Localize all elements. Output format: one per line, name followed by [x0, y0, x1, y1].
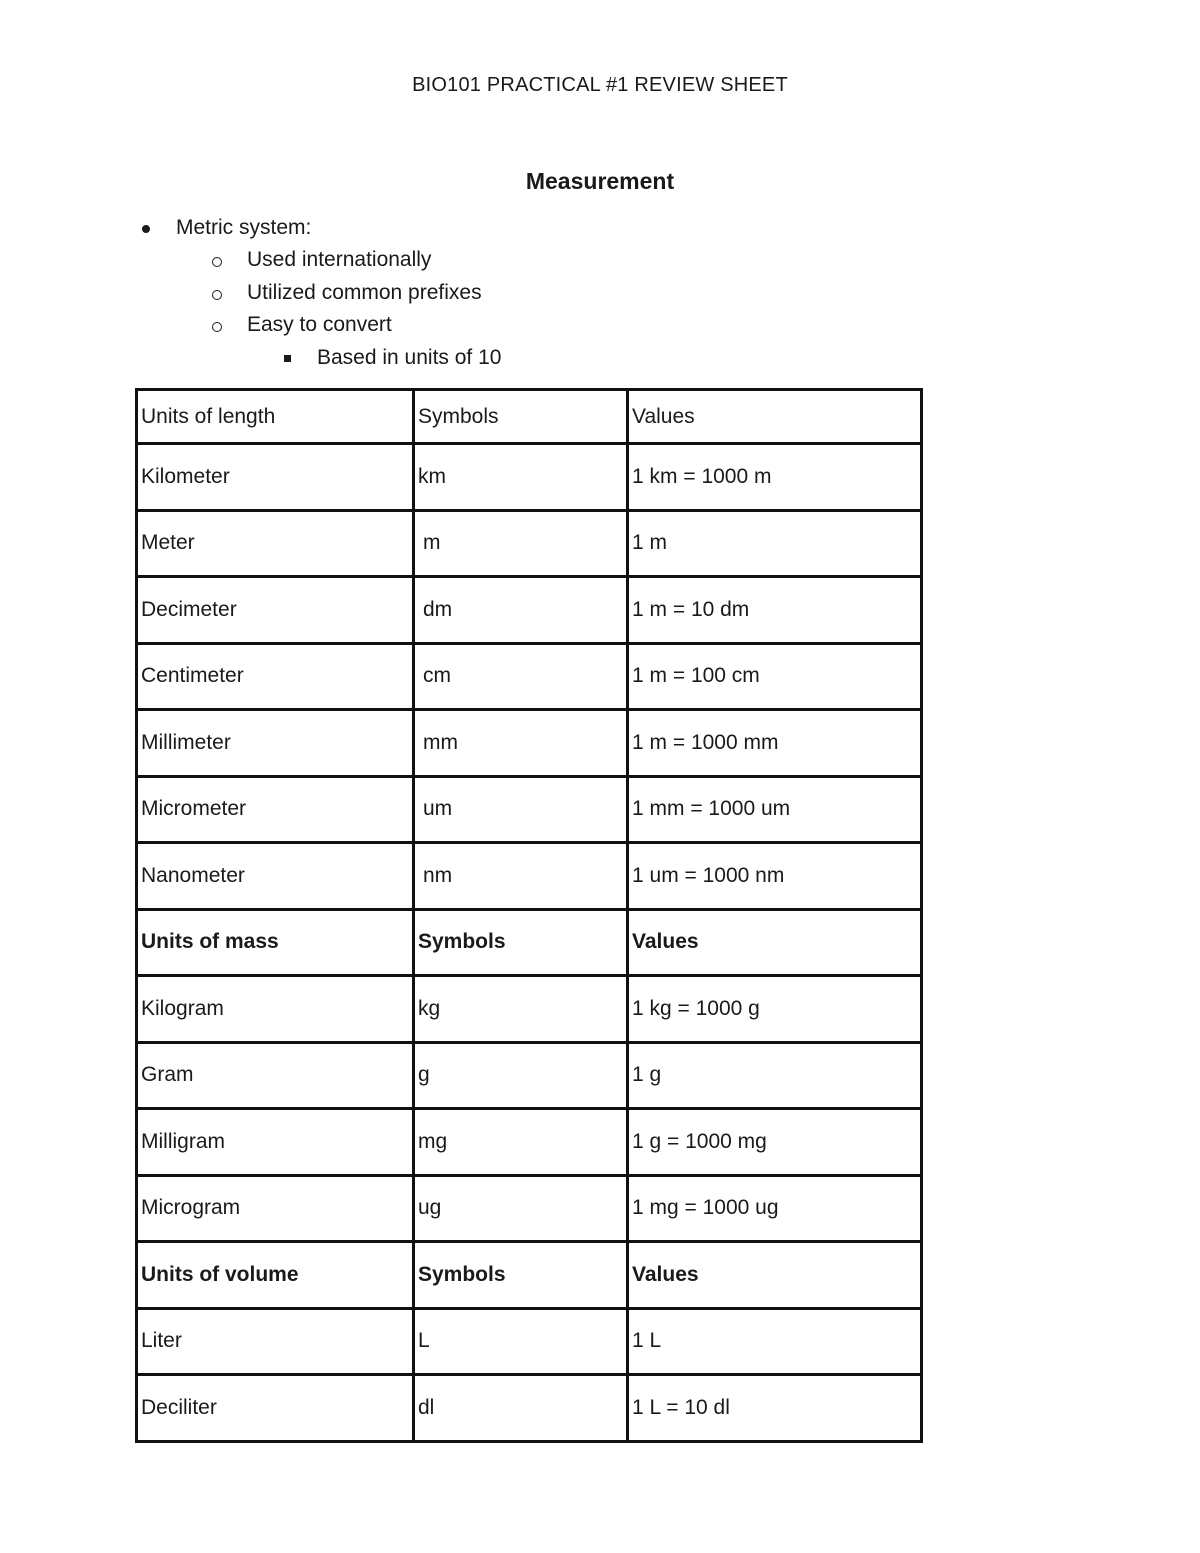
unit-cell: Millimeter	[137, 710, 414, 777]
unit-cell: Decimeter	[137, 577, 414, 644]
unit-cell: Units of volume	[137, 1242, 414, 1309]
table-row	[137, 577, 922, 644]
table-row	[137, 1175, 922, 1242]
symbol-cell: Symbols	[414, 390, 628, 444]
table-row	[137, 1308, 922, 1375]
value-cell: 1 m = 100 cm	[628, 643, 922, 710]
units-table	[135, 388, 923, 1443]
unit-cell: Liter	[137, 1308, 414, 1375]
square-bullet-icon	[284, 355, 291, 362]
value-cell: Values	[628, 909, 922, 976]
bullet-easy-convert	[247, 313, 392, 337]
table-row	[137, 444, 922, 511]
unit-cell: Centimeter	[137, 643, 414, 710]
hollow-bullet-icon	[212, 257, 222, 267]
hollow-bullet-icon	[212, 322, 222, 332]
bullet-text: Utilized common prefixes	[247, 281, 482, 304]
value-cell: Values	[628, 390, 922, 444]
unit-cell: Micrometer	[137, 776, 414, 843]
value-cell: 1 m	[628, 510, 922, 577]
symbol-cell: nm	[414, 843, 628, 910]
symbol-cell: cm	[414, 643, 628, 710]
symbol-cell: g	[414, 1042, 628, 1109]
value-cell: Values	[628, 1242, 922, 1309]
value-cell: 1 um = 1000 nm	[628, 843, 922, 910]
unit-cell: Meter	[137, 510, 414, 577]
value-cell: 1 g	[628, 1042, 922, 1109]
table-row	[137, 710, 922, 777]
unit-cell: Kilometer	[137, 444, 414, 511]
value-cell: 1 km = 1000 m	[628, 444, 922, 511]
unit-cell: Deciliter	[137, 1375, 414, 1442]
table-row	[137, 1242, 922, 1309]
symbol-cell: dl	[414, 1375, 628, 1442]
value-cell: 1 mm = 1000 um	[628, 776, 922, 843]
table-row	[137, 776, 922, 843]
filled-bullet-icon	[142, 225, 150, 233]
hollow-bullet-icon	[212, 290, 222, 300]
symbol-cell: dm	[414, 577, 628, 644]
unit-cell: Gram	[137, 1042, 414, 1109]
bullet-used-internationally	[247, 248, 431, 272]
value-cell: 1 mg = 1000 ug	[628, 1175, 922, 1242]
table-row	[137, 643, 922, 710]
symbol-cell: mm	[414, 710, 628, 777]
symbol-cell: Symbols	[414, 1242, 628, 1309]
bullet-text: Easy to convert	[247, 313, 392, 336]
symbol-cell: km	[414, 444, 628, 511]
section-title: Measurement	[525, 168, 675, 194]
symbol-cell: kg	[414, 976, 628, 1043]
table-row	[137, 390, 922, 444]
unit-cell: Microgram	[137, 1175, 414, 1242]
table-row	[137, 976, 922, 1043]
table-row	[137, 510, 922, 577]
unit-cell: Units of length	[137, 390, 414, 444]
value-cell: 1 g = 1000 mg	[628, 1109, 922, 1176]
units-table-body	[137, 390, 922, 1442]
bullet-text: Based in units of 10	[317, 346, 502, 369]
bullet-common-prefixes	[247, 281, 482, 305]
table-row	[137, 1375, 922, 1442]
unit-cell: Nanometer	[137, 843, 414, 910]
symbol-cell: m	[414, 510, 628, 577]
value-cell: 1 m = 10 dm	[628, 577, 922, 644]
bullet-text: Used internationally	[247, 248, 432, 271]
table-row	[137, 843, 922, 910]
symbol-cell: L	[414, 1308, 628, 1375]
bullet-metric-system	[176, 216, 311, 240]
symbol-cell: mg	[414, 1109, 628, 1176]
value-cell: 1 m = 1000 mm	[628, 710, 922, 777]
unit-cell: Milligram	[137, 1109, 414, 1176]
page-header: BIO101 PRACTICAL #1 REVIEW SHEET	[412, 74, 788, 96]
symbol-cell: um	[414, 776, 628, 843]
value-cell: 1 L	[628, 1308, 922, 1375]
table-row	[137, 909, 922, 976]
unit-cell: Kilogram	[137, 976, 414, 1043]
bullet-text: Metric system:	[176, 216, 312, 239]
symbol-cell: Symbols	[414, 909, 628, 976]
value-cell: 1 kg = 1000 g	[628, 976, 922, 1043]
table-row	[137, 1042, 922, 1109]
unit-cell: Units of mass	[137, 909, 414, 976]
symbol-cell: ug	[414, 1175, 628, 1242]
bullet-units-of-ten	[317, 346, 501, 370]
value-cell: 1 L = 10 dl	[628, 1375, 922, 1442]
table-row	[137, 1109, 922, 1176]
